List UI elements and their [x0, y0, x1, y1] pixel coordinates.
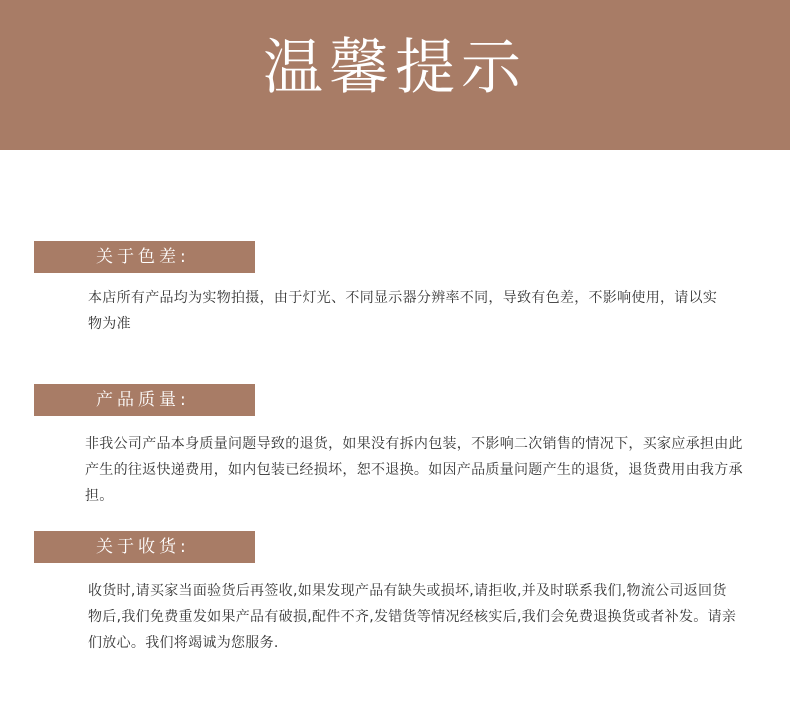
section-body-product-quality: 非我公司产品本身质量问题导致的退货，如果没有拆内包装，不影响二次销售的情况下，买家应承担由此产生的往返快递费用，如内包装已经损坏，恕不退换。如因产品质量问题产生的退货，退货费用由我方承担。	[85, 436, 743, 504]
section-label-color-difference: 关于色差:	[34, 241, 255, 273]
section-body-color-difference: 本店所有产品均为实物拍摄，由于灯光、不同显示器分辨率不同，导致有色差，不影响使用，请以实物为准	[88, 290, 718, 332]
section-label-product-quality: 产品质量:	[34, 384, 255, 416]
header-banner	[0, 0, 790, 150]
section-label-receiving: 关于收货:	[34, 531, 255, 563]
page-title: 温馨提示	[263, 33, 527, 103]
section-body-receiving: 收货时,请买家当面验货后再签收,如果发现产品有缺失或损坏,请拒收,并及时联系我们,物流公司返回货物后,我们免费重发如果产品有破损,配件不齐,发错货等情况经核实后,我们会免费退换货或者补发。请亲们放心。我们将竭诚为您服务.	[88, 583, 737, 651]
